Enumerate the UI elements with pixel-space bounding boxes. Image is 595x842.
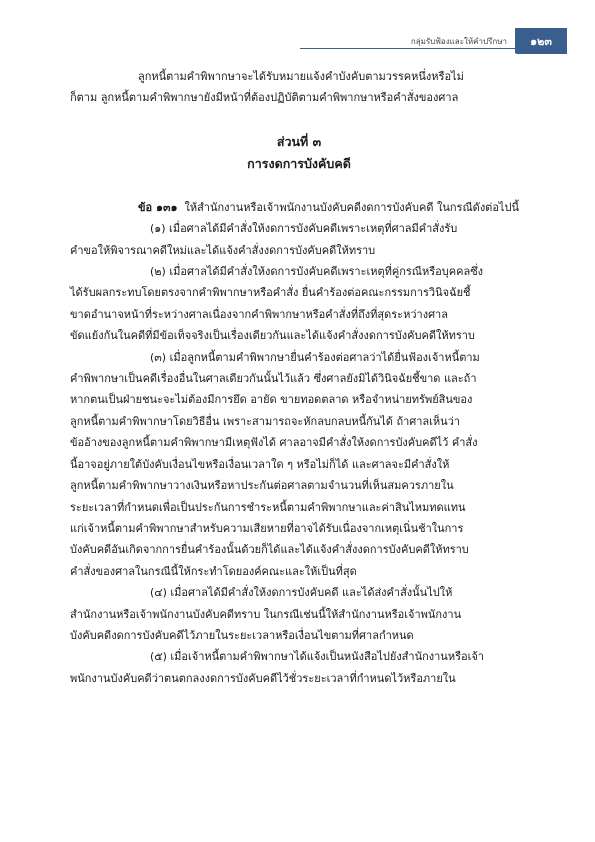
article-text: ให้สำนักงานหรือเจ้าพนักงานบังคับคดีงดการบังคับคดี ในกรณีดังต่อไปนี้ [184,200,519,214]
item-first-line: (๕) เมื่อเจ้าหนี้ตามคำพิพากษาได้แจ้งเป็นหนังสือไปยังสำนักงานหรือเจ้า [150,650,484,664]
item-line: ระยะเวลาที่กำหนดเพื่อเป็นประกันการชำระหนี้ตามคำพิพากษาและค่าสินไหมทดแทน [70,500,466,514]
item-line: คำสั่งของศาลในกรณีนี้ให้กระทำโดยองค์คณะและให้เป็นที่สุด [70,564,357,578]
item-first-line: (๒) เมื่อศาลได้มีคำสั่งให้งดการบังคับคดีเพราะเหตุที่คู่กรณีหรือบุคคลซึ่ง [150,265,484,279]
item-line: ขาดอำนาจหน้าที่ระหว่างศาลเนื่องจากคำพิพากษาหรือคำสั่งที่ถึงที่สุดระหว่างศาล [70,307,448,321]
page-header [411,28,567,54]
intro-line: ก็ตาม ลูกหนี้ตามคำพิพากษายังมีหน้าที่ต้องปฏิบัติตามคำพิพากษาหรือคำสั่งของศาล [70,91,459,105]
item-first-line: (๓) เมื่อลูกหนี้ตามคำพิพากษายื่นคำร้องต่อศาลว่าได้ยื่นฟ้องเจ้าหนี้ตาม [150,350,480,364]
section-name: การงดการบังคับคดี [247,155,351,171]
item-line: ข้ออ้างของลูกหนี้ตามคำพิพากษามีเหตุฟังได้ ศาลอาจมีคำสั่งให้งดการบังคับคดีไว้ คำสั่ง [70,436,478,450]
intro-line: ลูกหนี้ตามคำพิพากษาจะได้รับหมายแจ้งคำบังคับตามวรรคหนึ่งหรือไม่ [138,70,464,83]
item-line: ขัดแย้งกันในคดีที่มีข้อเท็จจริงเป็นเรื่องเดียวกันและได้แจ้งคำสั่งงดการบังคับคดีให้ทราบ [70,329,475,343]
item-line: คำขอให้พิจารณาคดีใหม่และได้แจ้งคำสั่งงดการบังคับคดีให้ทราบ [70,243,376,257]
header-divider [300,48,567,49]
article-label: ข้อ ๑๓๑ [138,200,178,214]
header-label: กลุ่มรับฟ้องและให้คำปรึกษา [410,36,507,46]
item-line: หากตนเป็นฝ่ายชนะจะไม่ต้องมีการยึด อายัด ขายทอดตลาด หรือจำหน่ายทรัพย์สินของ [70,393,473,407]
item-line: นี้อาจอยู่ภายใต้บังคับเงื่อนไขหรือเงื่อนเวลาใด ๆ หรือไม่ก็ได้ และศาลจะมีคำสั่งให้ [70,457,450,471]
item-first-line: (๔) เมื่อศาลได้มีคำสั่งให้งดการบังคับคดี และได้ส่งคำสั่งนั้นไปให้ [150,586,453,600]
item-line: ได้รับผลกระทบโดยตรงจากคำพิพากษาหรือคำสั่ง ยื่นคำร้องต่อคณะกรรมการวินิจฉัยชี้ [70,286,471,300]
item-line: ลูกหนี้ตามคำพิพากษาโดยวิธีอื่น เพราะสามารถจะหักลบกลบหนี้กันได้ ถ้าศาลเห็นว่า [70,414,461,428]
item-line: ลูกหนี้ตามคำพิพากษาวางเงินหรือหาประกันต่อศาลตามจำนวนที่เห็นสมควรภายใน [70,479,454,493]
article-paragraph [70,197,528,218]
item-first-line: (๑) เมื่อศาลได้มีคำสั่งให้งดการบังคับคดีเพราะเหตุที่ศาลมีคำสั่งรับ [150,222,458,236]
section-number: ส่วนที่ ๓ [276,133,322,149]
page-number-badge: ๑๒๓ [515,28,567,54]
item-line: สำนักงานหรือเจ้าพนักงานบังคับคดีทราบ ในกรณีเช่นนี้ให้สำนักงานหรือเจ้าพนักงาน [70,607,462,621]
item-line: แก่เจ้าหนี้ตามคำพิพากษาสำหรับความเสียหายที่อาจได้รับเนื่องจากเหตุเนิ่นช้าในการ [70,521,464,535]
document-body [70,66,528,689]
article-items [70,218,528,689]
item-line: บังคับคดีงดการบังคับคดีไว้ภายในระยะเวลาหรือเงื่อนไขตามที่ศาลกำหนด [70,628,414,642]
item-line: พนักงานบังคับคดีว่าตนตกลงงดการบังคับคดีไว้ชั่วระยะเวลาที่กำหนดไว้หรือภายใน [70,671,456,685]
item-line: บังคับคดีอันเกิดจากการยื่นคำร้องนั้นด้วยก็ได้และได้แจ้งคำสั่งงดการบังคับคดีให้ทราบ [70,543,469,557]
item-line: คำพิพากษาเป็นคดีเรื่องอื่นในศาลเดียวกันนั้นไว้แล้ว ซึ่งศาลยังมิได้วินิจฉัยชี้ขาด และถ้า [70,372,477,386]
